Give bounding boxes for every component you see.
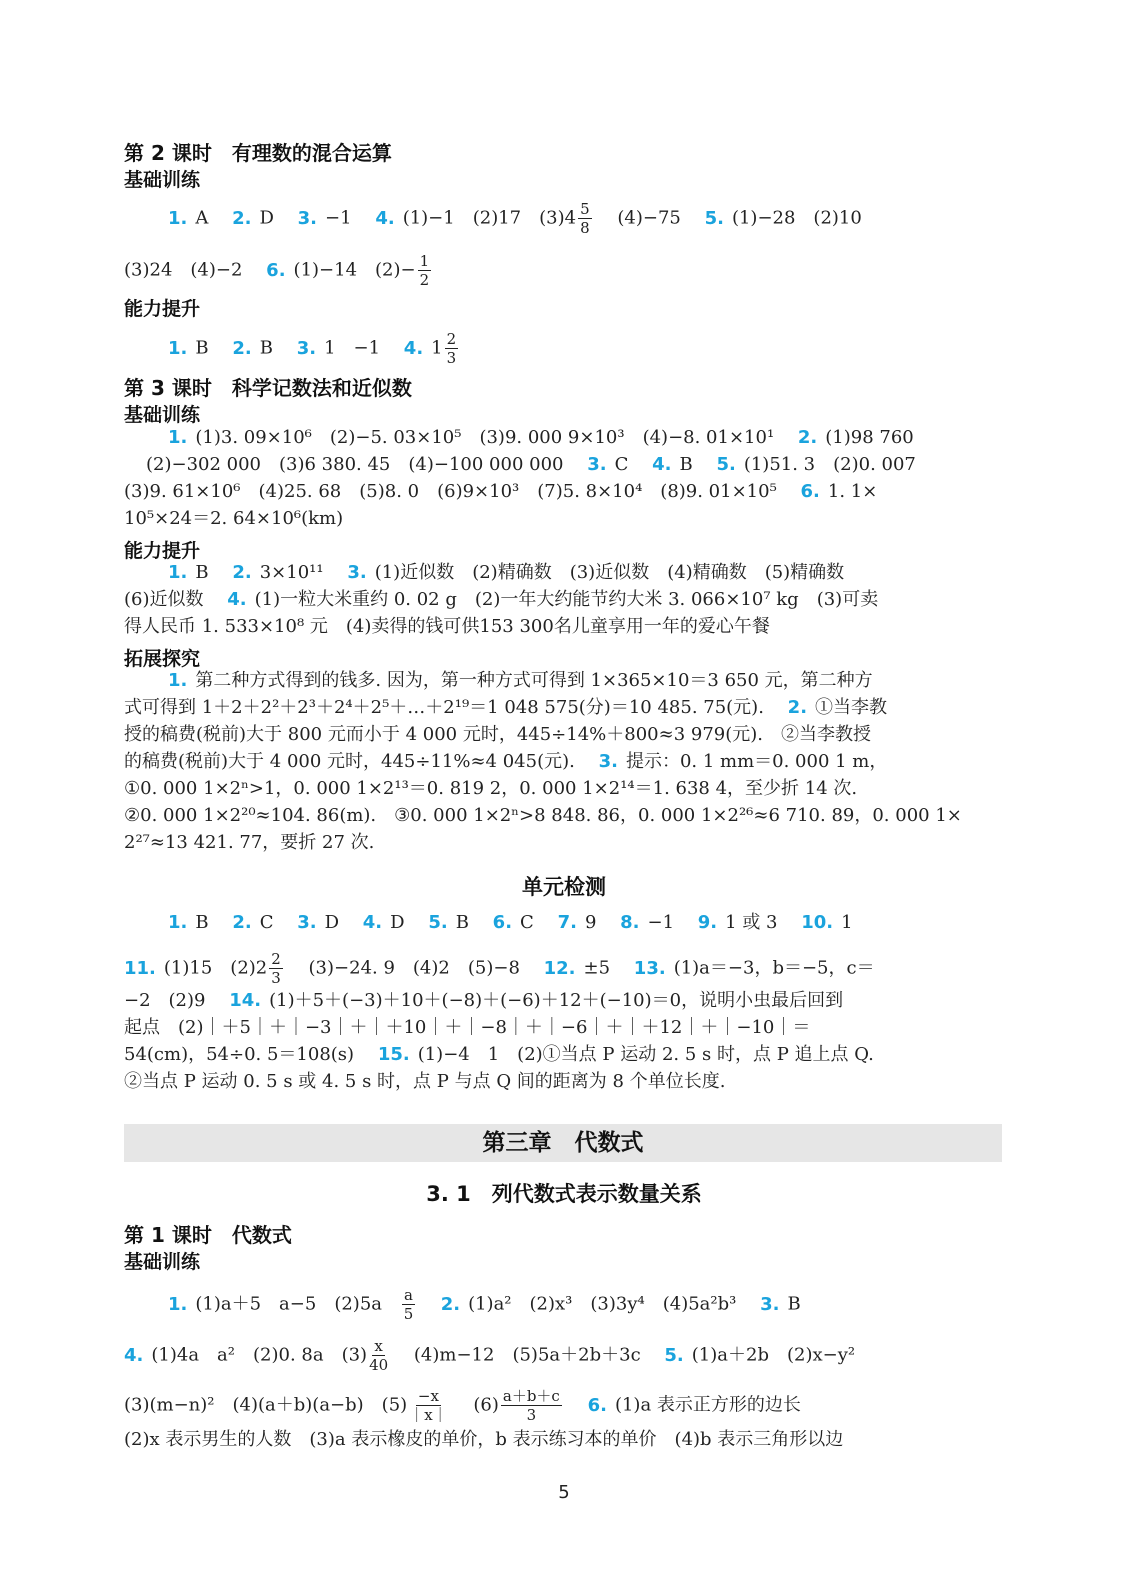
answer: C <box>614 454 629 475</box>
l3-ability-line-2 <box>124 588 878 612</box>
answer: 1. 1× <box>827 481 878 502</box>
q-number: 4. <box>652 454 672 475</box>
unit-row-2 <box>124 950 875 987</box>
l3-basic-line-3 <box>124 480 877 504</box>
expand-line-2 <box>124 696 887 720</box>
answer: 的稿费(税前)大于 4 000 元时，445÷11%≈4 045(元). <box>124 751 575 772</box>
expand-line-1 <box>168 669 873 693</box>
ch3-row-2 <box>124 1337 855 1374</box>
expand-heading: 拓展探究 <box>124 648 201 670</box>
answer: (4)−75 <box>617 207 681 229</box>
l3-ability-line-3: 得人民币 1. 533×10⁸ 元 (4)卖得的钱可供153 300名儿童享用一年的爱心午餐 <box>124 616 770 637</box>
expand-line-6: ②0. 000 1×2²⁰≈104. 86(m). ③0. 000 1×2ⁿ>8 848. 86，0. 000 1×2²⁶≈6 710. 89，0. 000 1× <box>124 805 962 826</box>
q-number: 1. <box>168 1293 188 1315</box>
answer: B <box>679 454 693 475</box>
answer: (1)15 (2)2 <box>163 957 268 979</box>
q-number: 1. <box>168 337 188 359</box>
answer: B <box>259 337 273 359</box>
answer: 1 −1 <box>324 337 381 359</box>
answer: 1 <box>841 912 853 933</box>
q-number: 6. <box>587 1394 607 1416</box>
answer: 式可得到 1＋2＋2²＋2³＋2⁴＋2⁵＋…＋2¹⁹＝1 048 575(分)＝10 485. 75(元). <box>124 697 764 718</box>
ability-heading: 能力提升 <box>124 540 201 562</box>
l3-basic-line-1 <box>168 426 914 450</box>
expand-line-3: 授的稿费(税前)大于 800 元而小于 4 000 元时，445÷14%＋800≈3 979(元). ②当李教授 <box>124 724 871 745</box>
answer: 第二种方式得到的钱多. 因为，第一种方式可得到 1×365×10＝3 650 元，第二种方 <box>195 670 873 691</box>
q-number: 2. <box>232 562 252 583</box>
chapter-banner <box>124 1124 1002 1162</box>
basic-training-heading: 基础训练 <box>124 1251 201 1273</box>
answer: (1)98 760 <box>825 427 914 448</box>
ch3-row-1 <box>168 1286 801 1323</box>
answer: (1)a 表示正方形的边长 <box>614 1394 801 1416</box>
q-number: 15. <box>377 1044 410 1065</box>
l2-basic-row-2 <box>124 252 433 289</box>
q-number: 1. <box>168 912 188 933</box>
ch3-row-4: (2)x 表示男生的人数 (3)a 表示橡皮的单价，b 表示练习本的单价 (4)b 表示三角形以边 <box>124 1429 844 1450</box>
answer: B <box>195 337 209 359</box>
q-number: 2. <box>797 427 818 448</box>
q-number: 4. <box>362 912 383 933</box>
answer: ①当李教 <box>815 697 888 718</box>
answer: (3)(m−n)² (4)(a＋b)(a−b) (5) <box>124 1394 408 1416</box>
answer: C <box>520 912 534 933</box>
q-number: 3. <box>760 1293 780 1315</box>
answer: (2)−302 000 (3)6 380. 45 (4)−100 000 000 <box>146 454 564 475</box>
lesson-1-title: 第 1 课时 代数式 <box>124 1223 292 1247</box>
answer: (1)−14 (2)− <box>293 259 416 281</box>
q-number: 5. <box>704 207 724 229</box>
answer: (1)a＋5 a−5 (2)5a <box>195 1293 383 1315</box>
answer: (1)4a a² (2)0. 8a (3) <box>151 1344 368 1366</box>
q-number: 10. <box>801 912 834 933</box>
fraction: $\frac{-x}{|x|}$ <box>409 1387 448 1424</box>
q-number: 3. <box>587 454 607 475</box>
answer: 9 <box>584 912 597 933</box>
l2-basic-row-1 <box>168 200 862 237</box>
q-number: 5. <box>428 912 448 933</box>
answer: 54(cm)，54÷0. 5＝108(s) <box>124 1044 355 1065</box>
q-number: 2. <box>232 207 252 229</box>
answer: (1)a＋2b (2)x−y² <box>691 1344 856 1366</box>
q-number: 2. <box>787 697 808 718</box>
q-number: 4. <box>403 337 424 359</box>
answer: (1)a＝−3，b＝−5，c＝ <box>673 957 875 979</box>
q-number: 6. <box>266 259 286 281</box>
l2-ability-row <box>168 330 460 367</box>
q-number: 1. <box>168 207 188 229</box>
answer: −1 <box>647 912 675 933</box>
q-number: 5. <box>716 454 736 475</box>
unit-test-title: 单元检测 <box>522 875 606 899</box>
fraction: $\frac{1}{2}$ <box>419 252 430 289</box>
answer: (1)一粒大米重约 0. 02 g (2)一年大约能节约大米 3. 066×10⁷ kg (3)可卖 <box>254 589 879 610</box>
l3-basic-line-2 <box>146 453 916 477</box>
section-title: 3. 1 列代数式表示数量关系 <box>426 1182 702 1206</box>
page-number: 5 <box>558 1482 570 1503</box>
q-number: 12. <box>543 957 576 979</box>
unit-row-3 <box>124 989 843 1013</box>
chapter-title: 第三章 代数式 <box>482 1130 644 1156</box>
answer: B <box>195 562 209 583</box>
q-number: 4. <box>227 589 247 610</box>
unit-row-6: ②当点 P 运动 0. 5 s 或 4. 5 s 时，点 P 与点 Q 间的距离为 8 个单位长度. <box>124 1071 726 1092</box>
q-number: 13. <box>633 957 666 979</box>
unit-row-1 <box>168 911 853 935</box>
unit-row-5 <box>124 1043 874 1067</box>
answer: B <box>787 1293 801 1315</box>
ch3-row-3 <box>124 1387 801 1424</box>
q-number: 1. <box>168 427 188 448</box>
answer: (1)3. 09×10⁶ (2)−5. 03×10⁵ (3)9. 000 9×10³ (4)−8. 01×10¹ <box>195 427 775 448</box>
basic-training-heading: 基础训练 <box>124 169 201 191</box>
q-number: 1. <box>168 562 188 583</box>
q-number: 3. <box>296 337 317 359</box>
basic-training-heading: 基础训练 <box>124 404 201 426</box>
answer: D <box>324 912 340 933</box>
expand-line-7: 2²⁷≈13 421. 77，要折 27 次. <box>124 832 375 853</box>
expand-line-5: ①0. 000 1×2ⁿ>1，0. 000 1×2¹³＝0. 819 2，0. 000 1×2¹⁴＝1. 638 4，至少折 14 次. <box>124 778 858 799</box>
answer: (1)＋5＋(−3)＋10＋(−8)＋(−6)＋12＋(−10)＝0，说明小虫最后回到 <box>269 990 844 1011</box>
q-number: 9. <box>697 912 718 933</box>
q-number: 2. <box>232 912 252 933</box>
q-number: 3. <box>598 751 618 772</box>
fraction: $\frac{a+b+c}{3}$ <box>502 1387 560 1424</box>
answer: (1)−28 (2)10 <box>731 207 862 229</box>
q-number: 2. <box>232 337 252 359</box>
unit-row-4: 起点 (2)｜＋5｜＋｜−3｜＋｜＋10｜＋｜−8｜＋｜−6｜＋｜＋12｜＋｜−10｜＝ <box>124 1017 811 1038</box>
answer: (6) <box>473 1394 499 1416</box>
answer: A <box>195 207 209 229</box>
q-number: 11. <box>124 957 156 979</box>
q-number: 4. <box>375 207 395 229</box>
answer: (3)−24. 9 (4)2 (5)−8 <box>308 957 520 979</box>
q-number: 5. <box>664 1344 684 1366</box>
q-number: 3. <box>297 912 317 933</box>
q-number: 6. <box>492 912 513 933</box>
l3-ability-line-1 <box>168 561 844 585</box>
l3-basic-line-4: 10⁵×24＝2. 64×10⁶(km) <box>124 508 344 529</box>
answer: B <box>455 912 469 933</box>
q-number: 6. <box>800 481 820 502</box>
answer: D <box>259 207 274 229</box>
answer: (1)51. 3 (2)0. 007 <box>743 454 916 475</box>
answer: B <box>195 912 209 933</box>
answer: (4)m−12 (5)5a＋2b＋3c <box>413 1344 641 1366</box>
fraction: $\frac{2}{3}$ <box>446 330 457 367</box>
q-number: 1. <box>168 670 188 691</box>
q-number: 4. <box>124 1344 144 1366</box>
q-number: 2. <box>440 1293 461 1315</box>
answer: −1 <box>325 207 352 229</box>
q-number: 14. <box>229 990 262 1011</box>
fraction: $\frac{x}{40}$ <box>369 1337 389 1374</box>
answer: (3)9. 61×10⁶ (4)25. 68 (5)8. 0 (6)9×10³ (7)5. 8×10⁴ (8)9. 01×10⁵ <box>124 481 777 502</box>
answer: (1)−4 1 (2)①当点 P 运动 2. 5 s 时，点 P 追上点 Q. <box>417 1044 874 1065</box>
answer: (1)−1 (2)17 (3)4 <box>402 207 577 229</box>
fraction: $\frac{a}{5}$ <box>403 1286 414 1323</box>
answer: (6)近似数 <box>124 589 204 610</box>
answer: (1)a² (2)x³ (3)3y⁴ (4)5a²b³ <box>468 1293 737 1315</box>
answer: 1 <box>431 337 443 359</box>
q-number: 8. <box>620 912 640 933</box>
answer: 提示：0. 1 mm＝0. 000 1 m， <box>625 751 888 772</box>
ability-heading: 能力提升 <box>124 298 201 320</box>
answer: (3)24 (4)−2 <box>124 259 243 281</box>
expand-line-4 <box>124 750 887 774</box>
answer: (1)近似数 (2)精确数 (3)近似数 (4)精确数 (5)精确数 <box>374 562 845 583</box>
fraction: $\frac{2}{3}$ <box>271 950 281 987</box>
lesson-3-title: 第 3 课时 科学记数法和近似数 <box>124 376 412 400</box>
answer: 3×10¹¹ <box>259 562 324 583</box>
lesson-2-title: 第 2 课时 有理数的混合运算 <box>124 141 392 165</box>
q-number: 3. <box>347 562 367 583</box>
answer: D <box>390 912 405 933</box>
answer: 1 或 3 <box>725 912 778 933</box>
fraction: $\frac{5}{8}$ <box>580 200 590 237</box>
answer: −2 (2)9 <box>124 990 206 1011</box>
answer: C <box>259 912 274 933</box>
q-number: 3. <box>297 207 318 229</box>
answer: ±5 <box>583 957 611 979</box>
q-number: 7. <box>557 912 577 933</box>
